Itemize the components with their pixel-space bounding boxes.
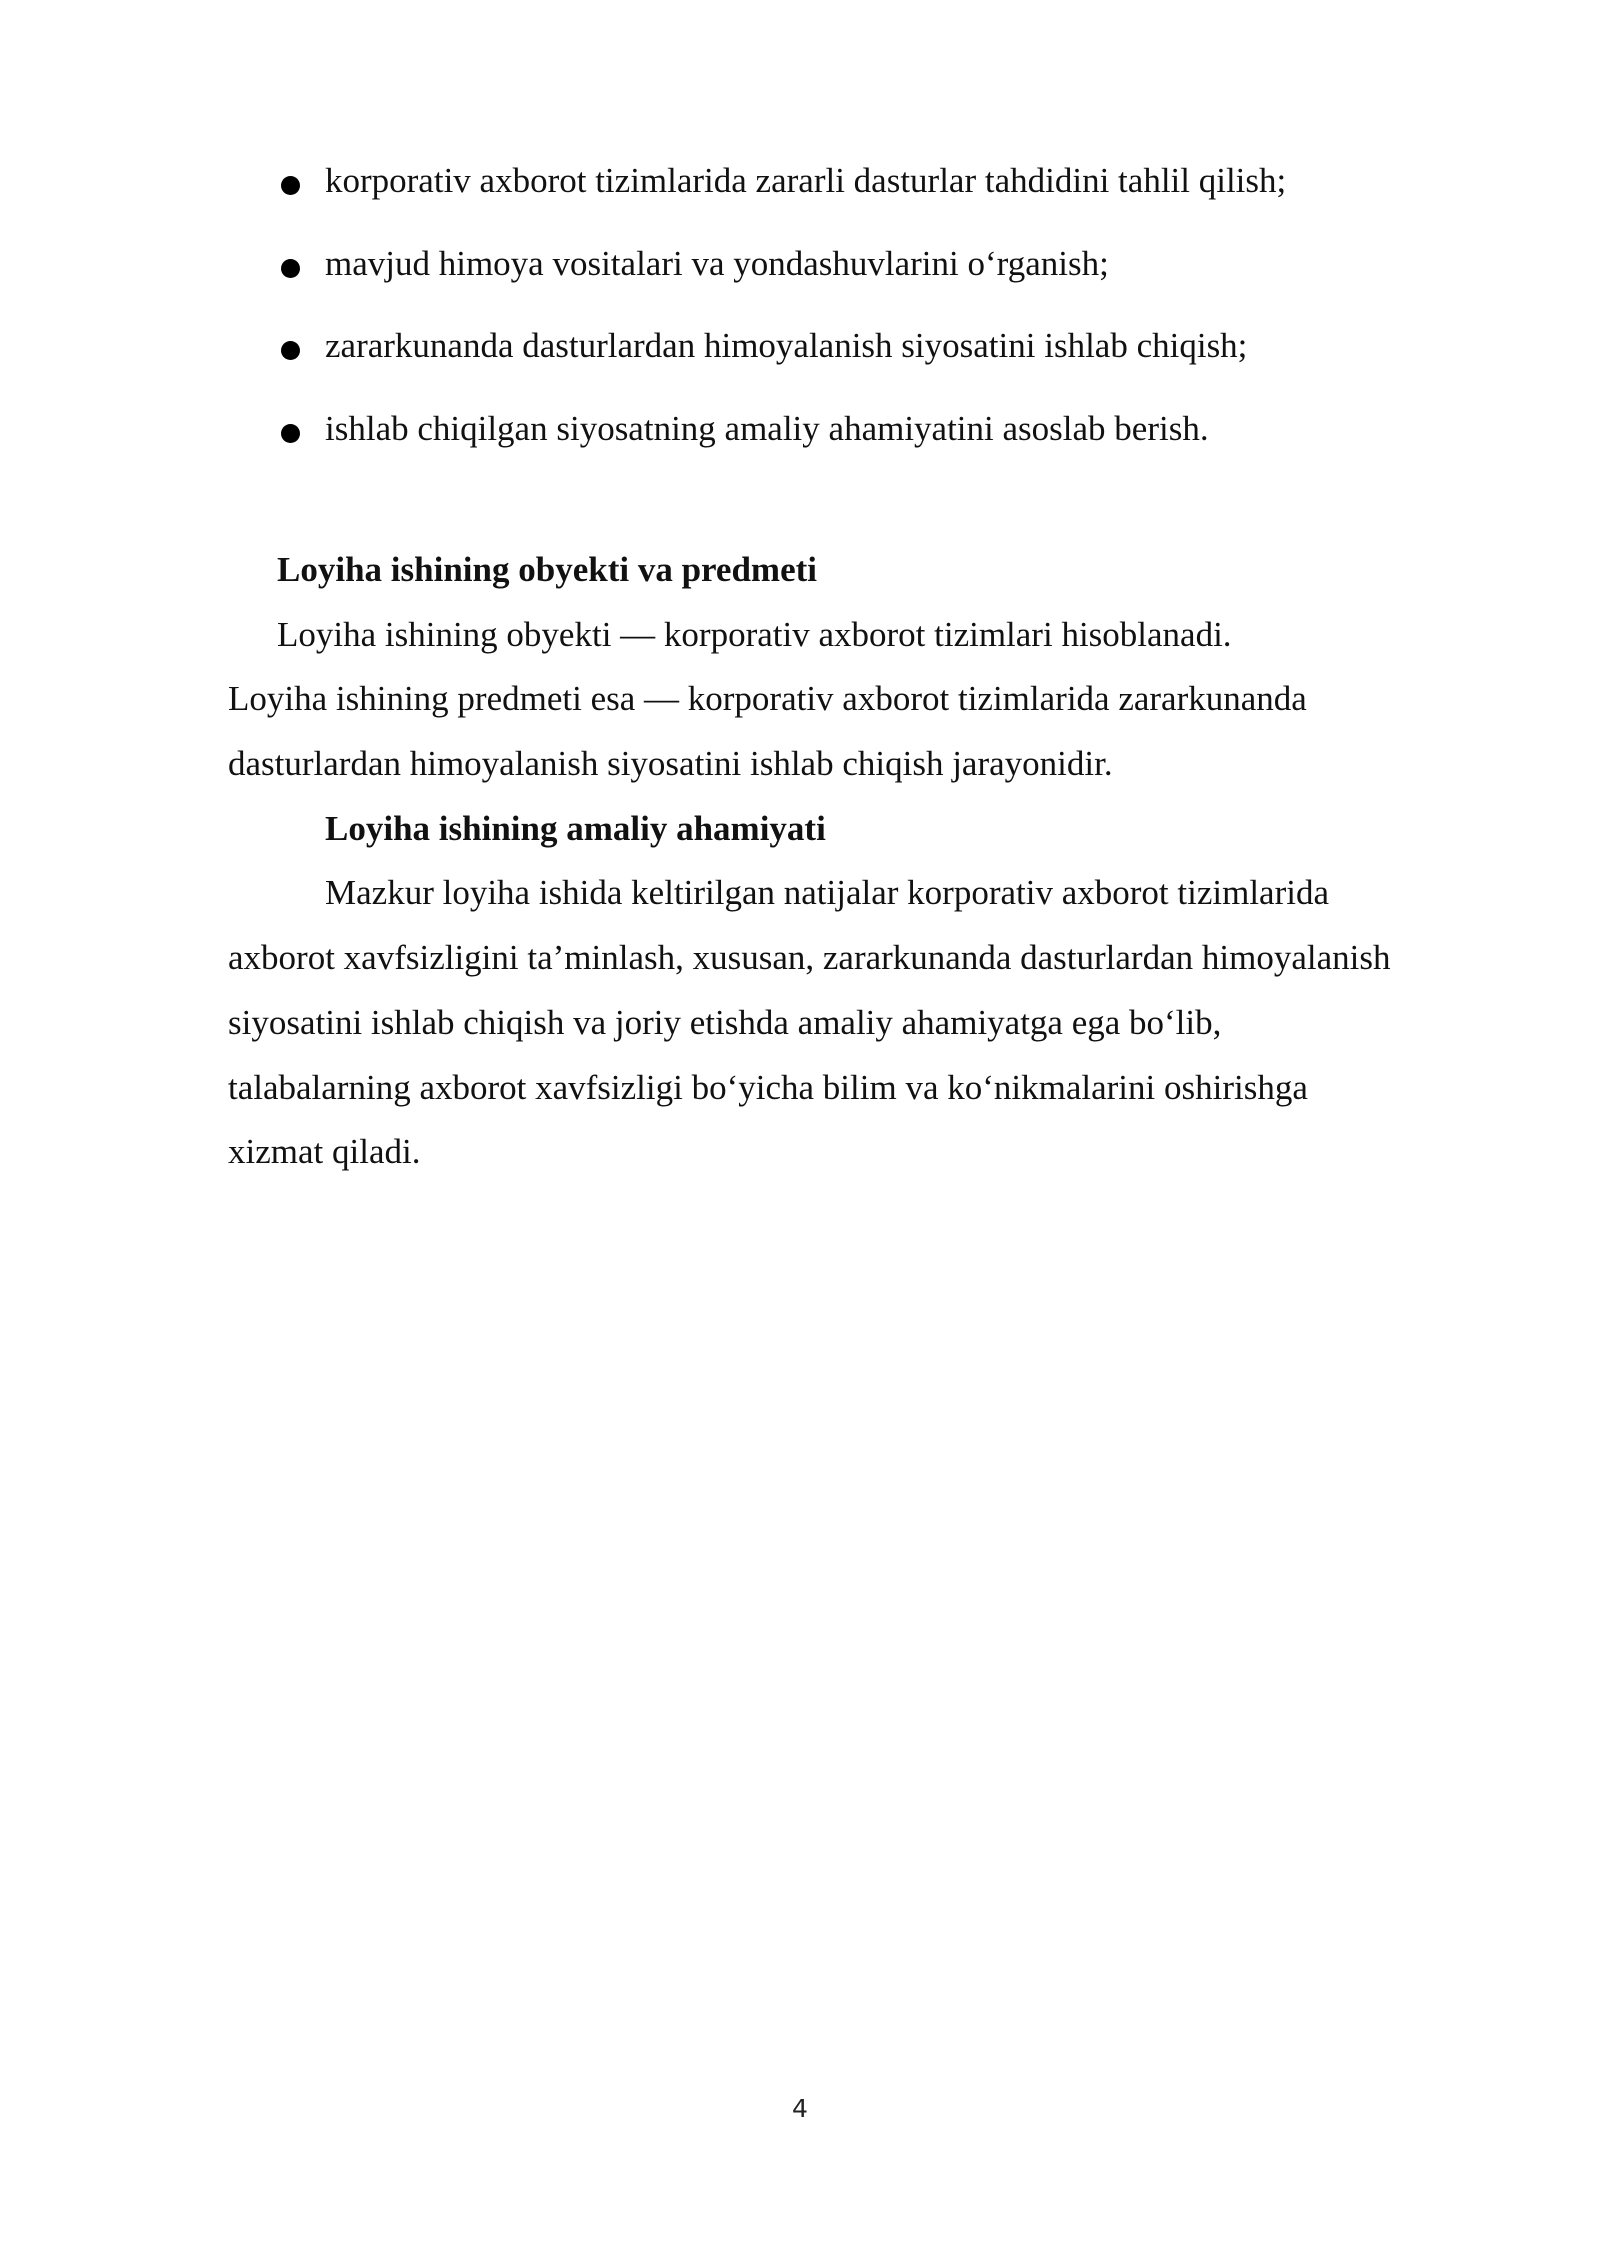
significance-section-heading: Loyiha ishining amaliy ahamiyati xyxy=(325,808,826,848)
paragraph-line: Loyiha ishining predmeti esa — korporativ axborot tizimlarida zararkunanda xyxy=(228,679,1307,719)
list-item xyxy=(272,233,1452,316)
paragraph-line: axborot xavfsizligini ta’minlash, xususan, zararkunanda dasturlardan himoyalanish xyxy=(228,938,1391,978)
paragraph-line: siyosatini ishlab chiqish va joriy etishda amaliy ahamiyatga ega bo‘lib, xyxy=(228,1002,1222,1042)
bullet-icon xyxy=(281,259,300,278)
list-item-text: korporativ axborot tizimlarida zararli dasturlar tahdidini tahlil qilish; xyxy=(325,161,1287,200)
bullet-icon xyxy=(281,176,300,195)
page-number: 4 xyxy=(792,2094,808,2123)
list-item-text: zararkunanda dasturlardan himoyalanish siyosatini ishlab chiqish; xyxy=(325,326,1248,366)
list-item xyxy=(272,315,1452,398)
paragraph-line: xizmat qiladi. xyxy=(228,1132,421,1172)
list-item-text: ishlab chiqilgan siyosatning amaliy ahamiyatini asoslab berish. xyxy=(325,409,1209,449)
list-item xyxy=(272,150,1452,233)
body-text xyxy=(228,538,1480,1185)
list-item-text: mavjud himoya vositalari va yondashuvlarini o‘rganish; xyxy=(325,243,1109,283)
paragraph-line: Loyiha ishining obyekti — korporativ axborot tizimlari hisoblanadi. xyxy=(277,614,1232,654)
paragraph-line: talabalarning axborot xavfsizligi bo‘yicha bilim va ko‘nikmalarini oshirishga xyxy=(228,1067,1308,1107)
bullet-icon xyxy=(281,424,300,443)
paragraph-line: Mazkur loyiha ishida keltirilgan natijalar korporativ axborot tizimlarida xyxy=(325,873,1329,913)
object-section-heading: Loyiha ishining obyekti va predmeti xyxy=(277,550,818,589)
bullet-icon xyxy=(281,341,300,360)
objectives-list xyxy=(272,150,1452,481)
paragraph-line: dasturlardan himoyalanish siyosatini ishlab chiqish jarayonidir. xyxy=(228,744,1113,784)
list-item xyxy=(272,398,1452,481)
